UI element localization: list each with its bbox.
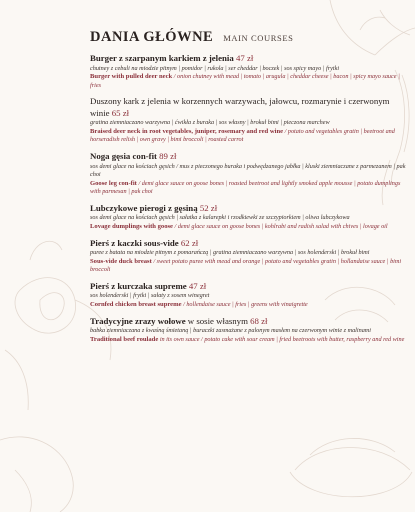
- dish-description-pl: sos holenderski | frytki | sałaty z sosem winegret: [90, 292, 210, 300]
- dish-description-en: Cornfed chicken breast supreme / hollendaise sauce | fries | greens with vinaigrette: [90, 301, 308, 308]
- dish-description-pl: sos demi glace na kościach gęsich | sałatka z kalarepki i rzodkiewki ze szczypiorkiem | oliwa lubczykowa: [90, 214, 350, 222]
- dish-description-pl: gratina ziemniaczano warzywna | ćwikła z buraka | sos własny | brokuł bimi | pieczona marchew: [90, 119, 330, 127]
- dish-name: Lubczykowe pierogi z gęsiną 52 zł: [90, 202, 218, 213]
- dish-description-en: Goose leg con-fit / demi glace sauce on goose bones | roasted beetroot and lightly smoked apple mousse | potato dumplings with parmesan | pak choi: [90, 179, 401, 196]
- dish-name: Pierś z kaczki sous-vide 62 zł: [90, 237, 199, 248]
- dish-price: 65 zł: [111, 107, 130, 118]
- dish-description-en: Traditional beef roulade in its own sauce / potato cake with sour cream | fried beetroots with butter, raspberry and red wine: [90, 335, 405, 343]
- dish-description-en: Braised deer neck in root vegetables, juniper, rosemary and red wine / potato and vegetables gratin | beetroot and horseradish relish | own gravy | bimi broccoli | roasted carrot: [90, 127, 395, 144]
- dish-price: 89 zł: [159, 151, 177, 162]
- menu-page: [90, 28, 408, 350]
- menu-item: [90, 203, 408, 232]
- dish-name: Noga gęsia con-fit 89 zł: [90, 151, 177, 162]
- dish-price: 47 zł: [188, 280, 207, 291]
- dish-price: 52 zł: [199, 202, 218, 213]
- dish-price: 68 zł: [250, 315, 268, 326]
- dish-name: Burger z szarpanym karkiem z jelenia 47 zł: [90, 53, 254, 63]
- dish-description-pl: babka ziemniaczana z kwaśną śmietaną | buraczki zasmażane z palonym masłem na czerwonym winie z malinami: [90, 327, 371, 335]
- menu-item: [90, 53, 408, 90]
- dish-price: 47 zł: [235, 53, 254, 63]
- dish-description-pl: chutney z cebuli na miodzie pitnym | pomidor | rukola | ser cheddar | boczek | sos spicy mayo | frytki: [90, 64, 340, 72]
- section-title-pl: DANIA GŁÓWNE: [90, 29, 214, 45]
- dish-name: Tradycyjne zrazy wołowe w sosie własnym 68 zł: [90, 315, 268, 326]
- dish-price: 62 zł: [180, 237, 199, 248]
- dish-description-en: Lovage dumplings with goose / demi glace sauce on goose bones | kohlrabi and radish salad with chives | lovage oil: [90, 223, 388, 231]
- dish-description-en: Sous-vide duck breast / sweet potato puree with mead and orange | potato and vegetables gratin | hollandaise sauce | bimi broccoli: [90, 257, 402, 274]
- dish-description-pl: puree z batata na miodzie pitnym z pomarańczą | gratina ziemniaczano warzywna | sos holenderski | brokuł bimi: [90, 249, 370, 257]
- menu-item: [90, 238, 408, 275]
- dish-description-en: Burger with pulled deer neck / onion chutney with mead | tomato | arugula | cheddar cheese | bacon | spicy mayo sauce | fries: [90, 73, 400, 89]
- dish-name: Pierś z kurczaka supreme 47 zł: [90, 280, 207, 291]
- menu-item: [90, 96, 408, 145]
- menu-item: [90, 281, 408, 310]
- section-title-en: MAIN COURSES: [223, 33, 294, 43]
- dish-name: Duszony kark z jelenia w korzennych warzywach, jałowcu, rozmarynie i czerwonym winie 65 zł: [90, 96, 390, 118]
- dish-description-pl: sos demi glace na kościach gęsich / mus z pieczonego buraka i podwędzanego jabłka | kluski ziemniaczane z parmezanem | pak choi: [90, 162, 406, 179]
- menu-item: [90, 316, 408, 345]
- menu-header: [90, 28, 408, 46]
- menu-item: [90, 151, 408, 197]
